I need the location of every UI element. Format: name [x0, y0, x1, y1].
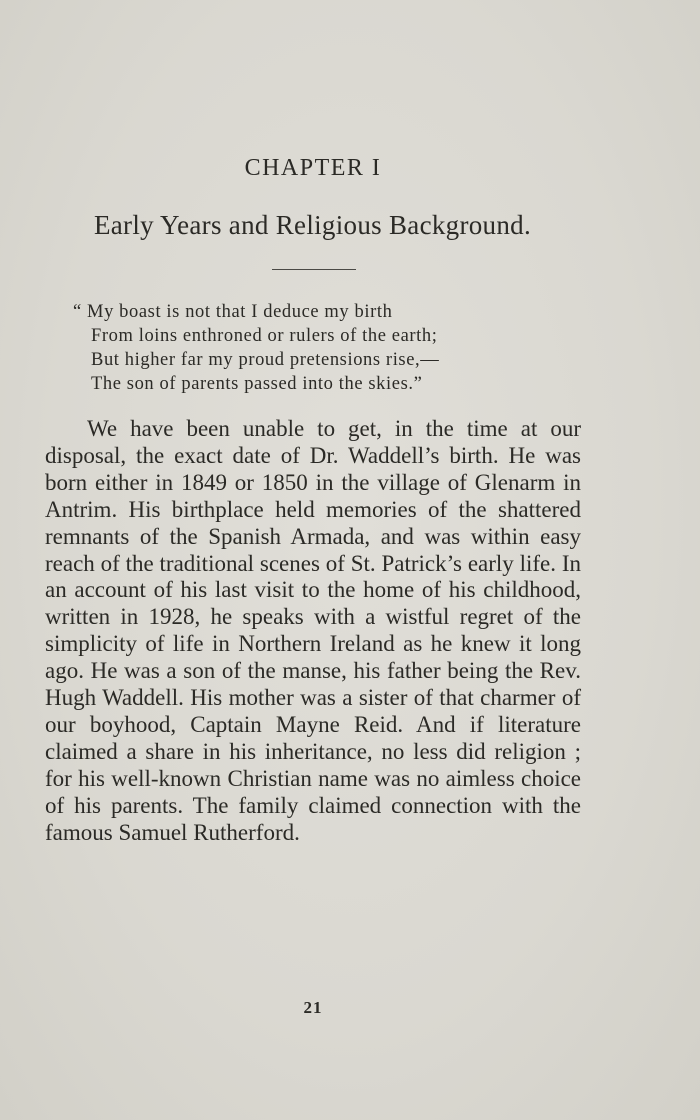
epigraph-line: “ My boast is not that I deduce my birth	[73, 302, 393, 322]
epigraph-line: The son of parents passed into the skies.”	[91, 374, 423, 394]
chapter-heading: CHAPTER I	[244, 155, 382, 181]
epigraph-line: But higher far my proud pretensions rise,—	[91, 350, 440, 370]
page-number: 21	[303, 998, 323, 1017]
body-text	[45, 416, 581, 847]
epigraph-line: From loins enthroned or rulers of the earth;	[91, 326, 438, 346]
body-paragraph: We have been unable to get, in the time at our disposal, the exact date of Dr. Waddell’s birth. He was born either in 1849 or 1850 in the village of Glenarm in Antrim. His birthplace held memories of the shattered remnants of the Spanish Armada, and was within easy reach of the traditional scenes of St. Patrick’s early life. In an account of his last visit to the home of his childhood, written in 1928, he speaks with a wistful regret of the simplicity of life in Northern Ireland as he knew it long ago. He was a son of the manse, his father being the Rev. Hugh Waddell. His mother was a sister of that charmer of our boyhood, Captain Mayne Reid. And if literature claimed a share in his inheritance, no less did religion ; for his well-known Christian name was no aimless choice of his parents. The family claimed connection with the famous Samuel Rutherford.	[45, 416, 581, 845]
title-divider	[272, 269, 356, 270]
epigraph	[73, 300, 593, 396]
chapter-title: Early Years and Religious Background.	[93, 210, 532, 240]
